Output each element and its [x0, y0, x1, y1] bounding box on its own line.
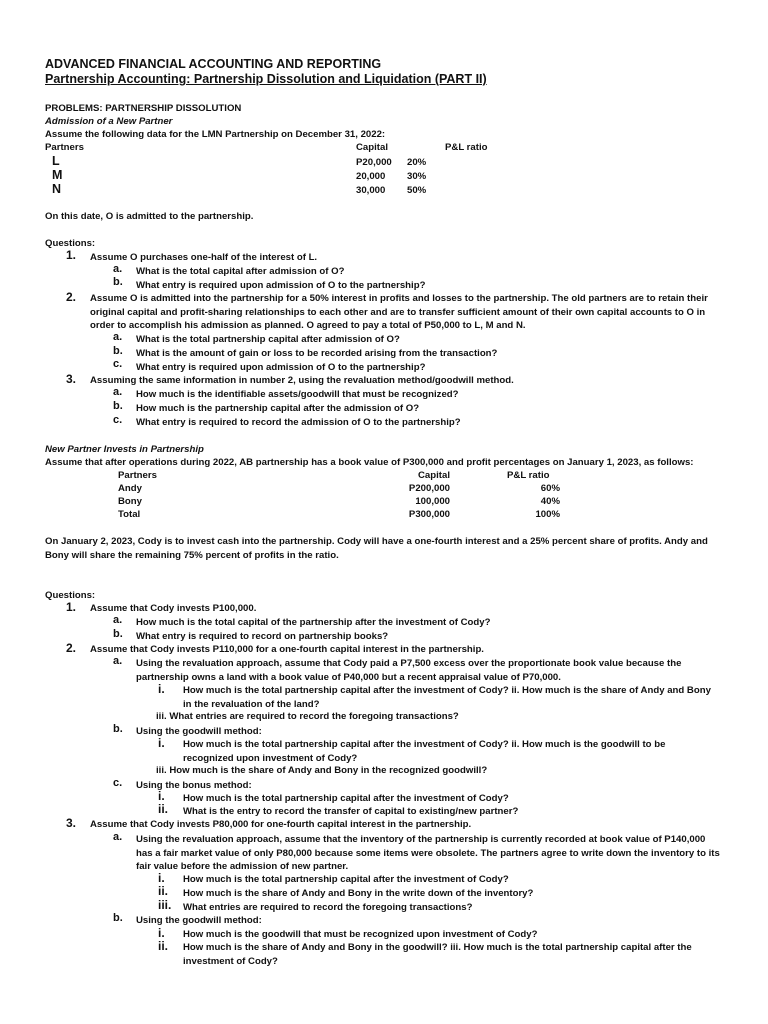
sub-question-text: What entry is required upon admission of O to the partnership? — [136, 362, 426, 373]
sub-question-text: How much is the partnership capital after the admission of O? — [136, 403, 420, 414]
question-number: 3. — [66, 816, 77, 830]
roman-numeral: i. — [158, 736, 165, 750]
problems-heading: PROBLEMS: PARTNERSHIP DISSOLUTION — [45, 103, 242, 114]
roman-numeral: ii. — [158, 939, 169, 953]
document-subtitle: Partnership Accounting: Partnership Dissolution and Liquidation (PART II) — [45, 72, 487, 86]
sub-letter: a. — [113, 831, 123, 843]
roman-numeral: ii. — [158, 884, 169, 898]
roman-numeral: i. — [158, 789, 165, 803]
sub-question-text: What entry is required to record the admission of O to the partnership? — [136, 417, 461, 428]
section1-heading: Admission of a New Partner — [45, 116, 173, 127]
table1-ratio: 50% — [407, 185, 427, 196]
question-text: Assume that Cody invests P100,000. — [90, 603, 257, 614]
table1-capital: 20,000 — [356, 171, 386, 182]
table2-header-partners: Partners — [118, 470, 157, 481]
sub-letter: c. — [113, 414, 123, 426]
table1-capital: 30,000 — [356, 185, 386, 196]
table1-header-partners: Partners — [45, 142, 84, 153]
document-title: ADVANCED FINANCIAL ACCOUNTING AND REPORTING — [45, 57, 382, 71]
sub-question-text: How much is the total partnership capital after the investment of Cody? ii. How much is the goodwill to be recognized upon investment of Cody? — [183, 739, 666, 764]
table2-header-ratio: P&L ratio — [507, 470, 550, 481]
sub-question-text: What entries are required to record the foregoing transactions? — [183, 902, 473, 913]
roman-numeral: i. — [158, 871, 165, 885]
section1-statement: On this date, O is admitted to the partnership. — [45, 211, 254, 222]
roman-numeral: i. — [158, 926, 165, 940]
section2-questions-label: Questions: — [45, 590, 96, 601]
table1-header-capital: Capital — [356, 142, 388, 153]
section1-questions-label: Questions: — [45, 238, 96, 249]
sub-question-text: Using the bonus method: — [136, 780, 252, 791]
question-number: 2. — [66, 290, 77, 304]
section2-intro: Assume that after operations during 2022, AB partnership has a book value of P300,000 and profit percentages on January 1, 2023, as follows: — [45, 457, 694, 468]
sub-question-text: How much is the share of Andy and Bony in the goodwill? iii. How much is the total partnership capital after the investment of Cody? — [183, 942, 692, 967]
table2-capital: P300,000 — [408, 509, 450, 520]
sub-question-text: What is the total capital after admission of O? — [136, 266, 345, 277]
question-number: 2. — [66, 641, 77, 655]
table2-capital: 100,000 — [415, 496, 450, 507]
sub-letter: b. — [113, 723, 123, 735]
sub-question-text: How much is the share of Andy and Bony in the write down of the inventory? — [183, 888, 534, 899]
table1-capital: P20,000 — [356, 157, 392, 168]
table2-ratio: 40% — [540, 496, 560, 507]
section2-heading: New Partner Invests in Partnership — [45, 444, 204, 455]
table2-partner: Andy — [118, 483, 142, 494]
roman-numeral: i. — [158, 682, 165, 696]
sub-letter: b. — [113, 912, 123, 924]
sub-letter: a. — [113, 386, 123, 398]
sub-question-text: What is the entry to record the transfer of capital to existing/new partner? — [183, 806, 519, 817]
sub-question-text: How much is the identifiable assets/goodwill that must be recognized? — [136, 389, 459, 400]
table1-partner: M — [52, 168, 63, 182]
table1-partner: N — [52, 182, 62, 196]
roman-numeral: ii. — [158, 802, 169, 816]
question-text: Assume that Cody invests P110,000 for a one-fourth capital interest in the partnership. — [90, 644, 484, 655]
table1-header-ratio: P&L ratio — [445, 142, 488, 153]
sub-question-text: How much is the total partnership capital after the investment of Cody? — [183, 793, 509, 804]
sub-letter: c. — [113, 777, 123, 789]
roman-numeral: iii. — [158, 898, 172, 912]
table2-ratio: 60% — [540, 483, 560, 494]
question-number: 3. — [66, 372, 77, 386]
section1-intro: Assume the following data for the LMN Partnership on December 31, 2022: — [45, 129, 386, 140]
sub-question-text: How much is the total partnership capital after the investment of Cody? ii. How much is the share of Andy and Bony in the revaluation of the land? — [183, 685, 711, 710]
sub-letter: a. — [113, 263, 123, 275]
table1-ratio: 20% — [407, 157, 427, 168]
sub-question-text: Using the goodwill method: — [136, 726, 262, 737]
sub-question-text: How much is the goodwill that must be recognized upon investment of Cody? — [183, 929, 538, 940]
table2-header-capital: Capital — [418, 470, 450, 481]
table2-ratio: 100% — [535, 509, 560, 520]
sub-question-text: How much is the total partnership capital after the investment of Cody? — [183, 874, 509, 885]
sub-question-text: How much is the total capital of the partnership after the investment of Cody? — [136, 617, 491, 628]
sub-question-text: iii. What entries are required to record the foregoing transactions? — [156, 711, 459, 722]
sub-question-text: iii. How much is the share of Andy and Bony in the recognized goodwill? — [156, 765, 488, 776]
sub-question-text: What entry is required to record on partnership books? — [136, 631, 389, 642]
sub-letter: a. — [113, 331, 123, 343]
question-number: 1. — [66, 248, 77, 262]
sub-letter: a. — [113, 614, 123, 626]
sub-letter: b. — [113, 628, 123, 640]
question-text: Assuming the same information in number 2, using the revaluation method/goodwill method. — [90, 375, 514, 386]
sub-question-text: What is the total partnership capital after admission of O? — [136, 334, 400, 345]
sub-question-text: Using the goodwill method: — [136, 915, 262, 926]
question-text: Assume O purchases one-half of the interest of L. — [90, 252, 318, 263]
table2-partner: Bony — [118, 496, 142, 507]
question-text: Assume O is admitted into the partnership for a 50% interest in profits and losses to the partnership. The old partners are to retain their original capital and profit-sharing relationships to each other and are to transfer sufficient amount of their own capital accounts to O in order to accomplish his admission as planned. O agreed to pay a total of P50,000 to L, M and N. — [90, 293, 708, 331]
sub-question-text: Using the revaluation approach, assume that Cody paid a P7,500 excess over the proportionate book value because the partnership owns a land with a book value of P40,000 but a recent appraisal value of P70,000. — [136, 658, 682, 683]
sub-question-text: What entry is required upon admission of O to the partnership? — [136, 280, 426, 291]
sub-letter: b. — [113, 276, 123, 288]
sub-question-text: Using the revaluation approach, assume that the inventory of the partnership is currently recorded at book value of P140,000 has a fair market value of only P80,000 because some items were obsolete. The partners agree to write down the inventory to its fair value before the admission of new partner. — [136, 834, 720, 872]
sub-letter: b. — [113, 345, 123, 357]
table2-partner: Total — [118, 509, 141, 520]
sub-letter: a. — [113, 655, 123, 667]
question-text: Assume that Cody invests P80,000 for one-fourth capital interest in the partnership. — [90, 819, 472, 830]
sub-letter: c. — [113, 358, 123, 370]
section2-statement: On January 2, 2023, Cody is to invest cash into the partnership. Cody will have a one-fourth interest and a 25% percent share of profits. Andy and Bony will share the remaining 75% percent of profits in the ratio. — [45, 536, 708, 561]
table2-capital: P200,000 — [408, 483, 450, 494]
table1-ratio: 30% — [407, 171, 427, 182]
table1-partner: L — [52, 154, 60, 168]
question-number: 1. — [66, 600, 77, 614]
sub-question-text: What is the amount of gain or loss to be recorded arising from the transaction? — [136, 348, 498, 359]
sub-letter: b. — [113, 400, 123, 412]
